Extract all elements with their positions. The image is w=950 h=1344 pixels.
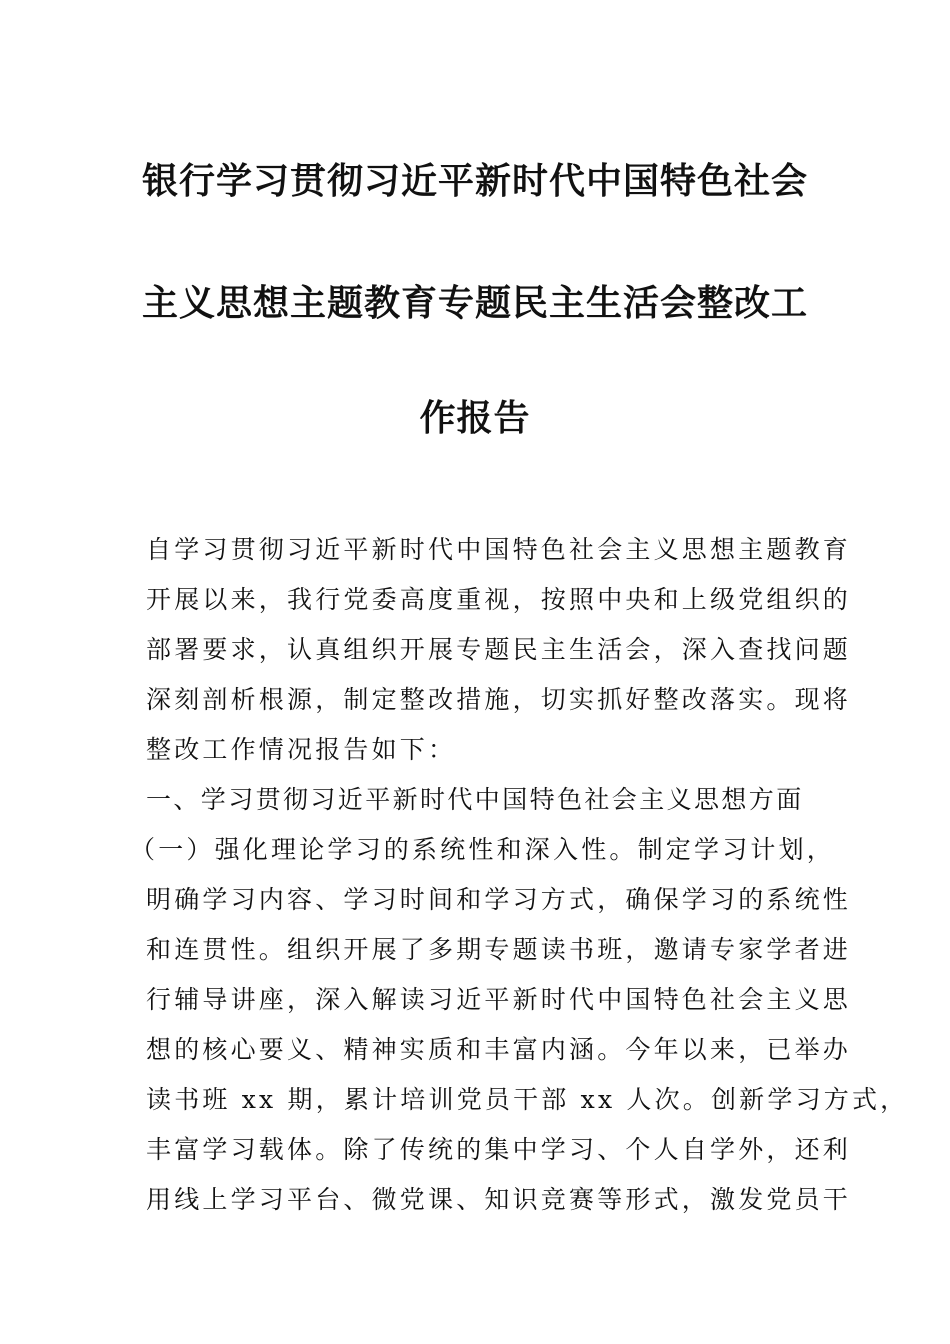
body-line: 明确学习内容、学习时间和学习方式，确保学习的系统性	[146, 885, 852, 914]
title-line-2: 主义思想主题教育专题民主生活会整改工	[141, 283, 808, 324]
title-line-3: 作报告	[419, 398, 531, 439]
body-line: 想的核心要义、精神实质和丰富内涵。今年以来，已举办	[146, 1035, 852, 1064]
body-line: 整改工作情况报告如下：	[146, 735, 457, 764]
body-line: 和连贯性。组织开展了多期专题读书班，邀请专家学者进	[146, 935, 852, 964]
body-line: 用线上学习平台、微党课、知识竞赛等形式，激发党员干	[146, 1185, 852, 1214]
body-line: 深刻剖析根源，制定整改措施，切实抓好整改落实。现将	[146, 685, 852, 714]
body-line: 读书班 xx 期，累计培训党员干部 xx 人次。创新学习方式，	[146, 1085, 909, 1114]
section-heading: 一、学习贯彻习近平新时代中国特色社会主义思想方面	[146, 785, 804, 814]
body-line: 部署要求，认真组织开展专题民主生活会，深入查找问题	[146, 635, 852, 664]
title-line-1: 银行学习贯彻习近平新时代中国特色社会	[141, 161, 808, 202]
body-line: 开展以来，我行党委高度重视，按照中央和上级党组织的	[146, 585, 852, 614]
subsection-heading: （一）强化理论学习的系统性和深入性。制定学习计划，	[130, 835, 836, 864]
body-line: 丰富学习载体。除了传统的集中学习、个人自学外，还利	[146, 1135, 852, 1164]
body-line: 行辅导讲座，深入解读习近平新时代中国特色社会主义思	[146, 985, 852, 1014]
body-line: 自学习贯彻习近平新时代中国特色社会主义思想主题教育	[146, 535, 852, 564]
